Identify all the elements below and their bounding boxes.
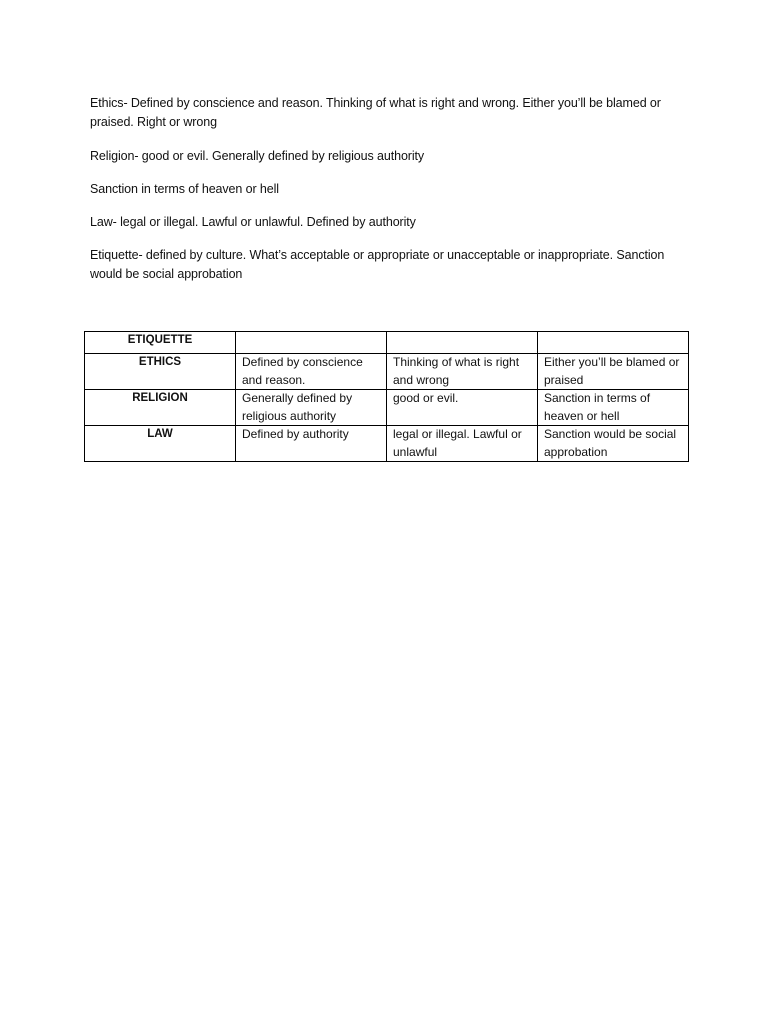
paragraph-law: Law- legal or illegal. Lawful or unlawful. Defined by authority <box>90 215 416 229</box>
paragraph-etiquette: Etiquette- defined by culture. What’s acceptable or appropriate or unacceptable or inappropriate. Sanction would be social approbation <box>90 248 665 281</box>
table-row <box>85 426 689 462</box>
paragraph-ethics: Ethics- Defined by conscience and reason. Thinking of what is right and wrong. Either you’ll be blamed or praised. Right or wrong <box>90 96 661 129</box>
table-cell: Defined by authority <box>236 426 387 462</box>
table-cell: good or evil. <box>387 390 538 426</box>
row-header: RELIGION <box>85 390 236 426</box>
table-row <box>85 332 689 354</box>
table-row <box>85 390 689 426</box>
paragraph-religion: Religion- good or evil. Generally defined by religious authority <box>90 149 425 163</box>
paragraph-sanction: Sanction in terms of heaven or hell <box>90 182 279 196</box>
table-cell: Defined by conscience and reason. <box>236 354 387 390</box>
table-cell: Sanction in terms of heaven or hell <box>538 390 689 426</box>
table-cell: Sanction would be social approbation <box>538 426 689 462</box>
table-cell <box>387 332 538 354</box>
comparison-table <box>84 331 689 462</box>
table-cell: Either you’ll be blamed or praised <box>538 354 689 390</box>
table-row <box>85 354 689 390</box>
table-cell: Generally defined by religious authority <box>236 390 387 426</box>
row-header: ETIQUETTE <box>85 332 236 354</box>
table-cell: Thinking of what is right and wrong <box>387 354 538 390</box>
row-header: ETHICS <box>85 354 236 390</box>
row-header: LAW <box>85 426 236 462</box>
table-cell <box>236 332 387 354</box>
table-cell: legal or illegal. Lawful or unlawful <box>387 426 538 462</box>
table-cell <box>538 332 689 354</box>
